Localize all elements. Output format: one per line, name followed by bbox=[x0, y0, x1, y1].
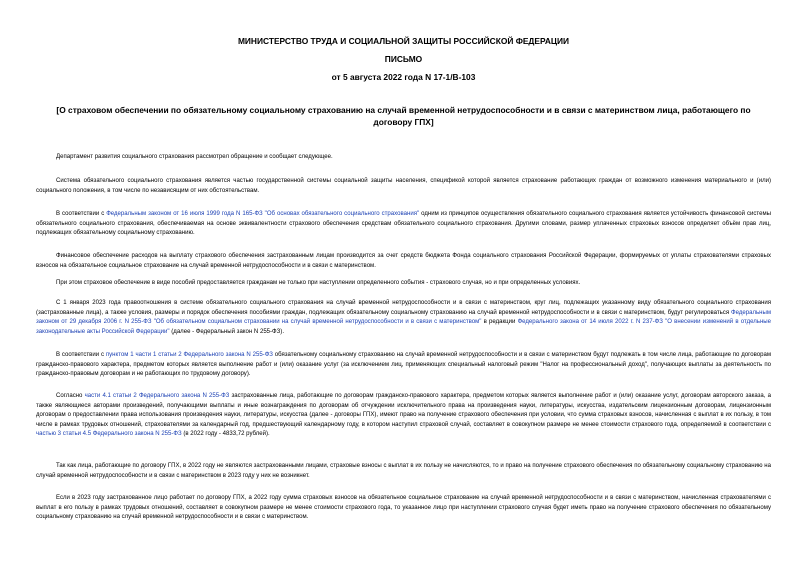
law-165-fz-link[interactable]: Федеральным законом от 16 июля 1999 года N 165-ФЗ "Об основах обязательного социального страхования" bbox=[106, 211, 420, 217]
paragraph-social-insurance-system: Система обязательного социального страхования является частью государственной системы социальной защиты населения, спецификой которой является страхование работающих граждан от возможного изменения материального и (или) социального положения, в том числе по независящим от них обстоятельствам. bbox=[36, 178, 771, 194]
paragraph-2023-gph-right: Если в 2023 году застрахованное лицо работает по договору ГПХ, а 2022 году сумма страховых взносов на обязательное социальное страхование на случай временной нетрудоспособности и в связи с материнством, начисленная страхователями с выплат в его пользу в рамках трудовых отношений, составляет в совокупном размере не менее стоимости страхового года, то указанное лицо при наступлении страхового случая будет иметь право на получение страхового обеспечения по обязательному социальному страхованию на случай временной нетрудоспособности и в связи с материнством. bbox=[36, 495, 771, 521]
law-255-fz-link[interactable]: Федеральным законом от 29 декабря 2006 г. N 255-ФЗ "Об обязательном социальном страховании на случай временной нетрудоспособности и в связи с материнством" bbox=[36, 309, 771, 326]
text-segment: С 1 января 2023 года правоотношения в системе обязательного социального страхования на случай временной нетрудоспособности и в связи с материнством, круг лиц, подлежащих указанному виду обязательного социального страхования (застрахованные лица), а также условия, размеры и порядок обеспечения пособиями граждан, подлежащих обязательному социальному страхованию на случай временной нетрудоспособности и в связи с материнством, будут регулироваться bbox=[36, 300, 771, 316]
paragraph-165-fz bbox=[36, 210, 771, 239]
document-subject: [О страховом обеспечении по обязательному социальному страхованию на случай временной нетрудоспособности и в связи с материнством лица, работающего по договору ГПХ] bbox=[56, 105, 751, 127]
paragraph-2022-not-insured: Так как лица, работающие по договору ГПХ, в 2022 году не являются застрахованными лицами, страховые взносы с выплат в их пользу не начисляются, то и право на получение страхового обеспечения по обязательному социальному страхованию на случай временной нетрудоспособности и в связи с материнством в 2023 году у них не возникнет. bbox=[36, 463, 771, 479]
ministry-heading: МИНИСТЕРСТВО ТРУДА И СОЦИАЛЬНОЙ ЗАЩИТЫ РОССИЙСКОЙ ФЕДЕРАЦИИ bbox=[237, 36, 570, 46]
law-237-fz-link[interactable]: Федерального закона от 14 июля 2022 г. N 237-ФЗ "О внесении изменений в отдельные законодательные акты Российской Федерации" bbox=[36, 319, 771, 335]
text-segment: обязательному социальному страхованию на случай временной нетрудоспособности и в связи с материнством будут подлежать в том числе лица, работающие по договорам гражданско-правового характера, предметом которых является выполнение работ и (или) оказание услуг (за исключением лиц, применяющих специальный налоговый режим "Налог на профессиональный доход", получающих выплаты за деятельность по гражданско-правовым договорам и не работающих по трудовому договору). bbox=[36, 352, 771, 378]
article-4-5-part-3-link[interactable]: частью 3 статьи 4.5 Федерального закона N 255-ФЗ bbox=[36, 431, 182, 438]
document-type: ПИСЬМО bbox=[384, 54, 423, 64]
paragraph-insured-persons-rights bbox=[36, 392, 771, 440]
document-date-number: от 5 августа 2022 года N 17-1/В-103 bbox=[331, 72, 476, 82]
text-segment: застрахованные лица, работающие по договорам гражданско-правового характера, предметом которых является выполнение работ и (или) оказание услуг, договорам авторского заказа, а также являющиеся авторами произведений, получающими выплаты и иные вознаграждения по договорам об отчуждении исключительного права на произведения науки, литературы, искусства, издательским лицензионным договорам, лицензионным договорам о предоставлении права использования произведения науки, литературы, искусства (далее - договоры ГПХ), имеют право на получение страхового обеспечения при условии, что сумма страховых взносов, начисленная с выплат в их пользу, в том числе в рамках трудовых отношений, страхователями за календарный год, предшествующий календарному году, в котором наступил страховой случай, составляет в совокупном размере не менее стоимости страхового года, определяемой в соответствии с bbox=[36, 393, 771, 428]
text-segment: В соответствии с bbox=[56, 352, 106, 358]
text-segment: (далее - Федеральный закон N 255-ФЗ). bbox=[169, 328, 284, 335]
text-segment: в редакции bbox=[481, 319, 518, 326]
article-2-part-1-link[interactable]: пунктом 1 части 1 статьи 2 Федерального закона N 255-ФЗ bbox=[105, 352, 273, 358]
article-2-part-4-1-link[interactable]: части 4.1 статьи 2 Федерального закона N 255-ФЗ bbox=[84, 393, 230, 399]
paragraph-2023-regulation bbox=[36, 299, 771, 337]
paragraph-financing: Финансовое обеспечение расходов на выплату страхового обеспечения застрахованным лицам производится за счет средств бюджета Фонда социального страхования Российской Федерации, формируемых от уплаты страхователями страховых взносов на обязательное социальное страхование на случай временной нетрудоспособности и в связи с материнством. bbox=[36, 253, 771, 269]
paragraph-benefit-conditions: При этом страховое обеспечение в виде пособий предоставляется гражданам не только при наступлении определенного события - страхового случая, но и при определенных условиях. bbox=[56, 280, 581, 286]
paragraph-gph-contracts bbox=[36, 351, 771, 380]
text-segment: В соответствии с bbox=[56, 211, 107, 217]
paragraph-intro: Департамент развития социального страхования рассмотрел обращение и сообщает следующее. bbox=[56, 154, 333, 160]
text-segment: Согласно bbox=[56, 393, 85, 399]
text-segment: одним из принципов осуществления обязательного социального страхования является устойчивость финансовой системы обязательного социального страхования, обеспечиваемая на основе эквивалентности страхового обеспечения средствам обязательного социального страхования. Другими словами, размер уплаченных страховых взносов определяет объём прав лиц, подлежащих обязательному социальному страхованию. bbox=[36, 211, 771, 237]
text-segment: (в 2022 году - 4833,72 рублей). bbox=[181, 431, 270, 438]
